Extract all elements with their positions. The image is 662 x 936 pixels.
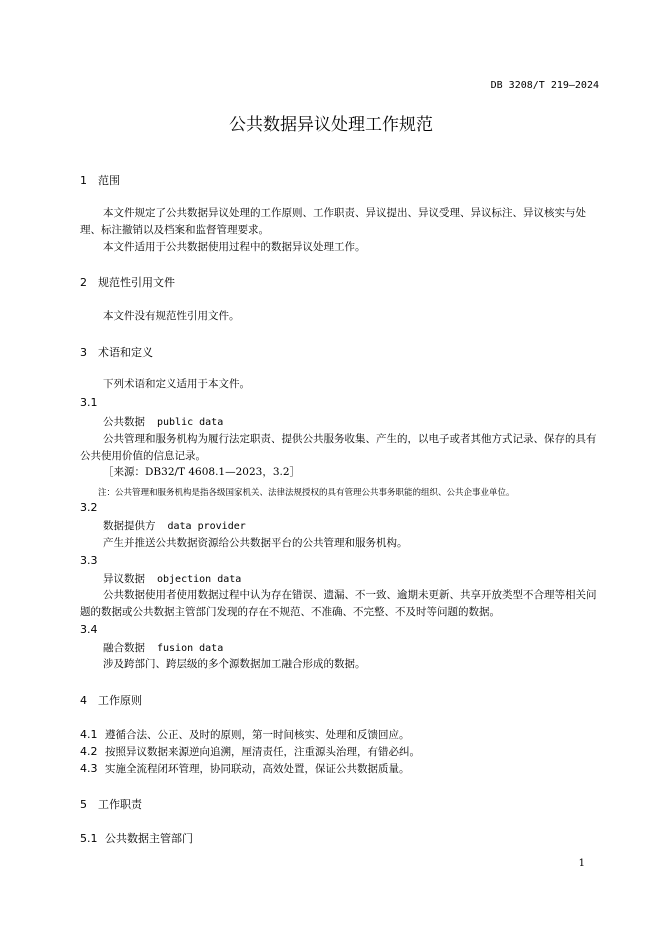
section-number: 5	[80, 798, 87, 811]
term-en: public data	[157, 417, 224, 428]
term-definition: 公共数据使用者使用数据过程中认为存在错误、遗漏、不一致、逾期未更新、共享开放类型不合理等相关问题的数据或公共数据主管部门发现的存在不规范、不准确、不完整、不及时等问题的数据。	[80, 589, 597, 618]
clause-item	[80, 761, 410, 776]
section-title: 规范性引用文件	[98, 276, 175, 289]
section-title: 工作原则	[98, 694, 142, 707]
clause-text: 实施全流程闭环管理，协同联动，高效处置，保证公共数据质量。	[105, 763, 410, 775]
clause-number: 4.1	[80, 728, 98, 741]
term-zh: 融合数据	[103, 642, 145, 654]
clause-text: 遵循合法、公正、及时的原则，第一时间核实、处理和反馈回应。	[105, 729, 410, 741]
section-3-intro: 下列术语和定义适用于本文件。	[103, 378, 250, 390]
term-en: data provider	[167, 521, 246, 532]
section-title: 范围	[98, 174, 120, 187]
term-name	[103, 640, 223, 655]
term-number: 3.1	[80, 396, 98, 409]
section-2-paragraph-1: 本文件没有规范性引用文件。	[103, 310, 240, 322]
section-2-heading	[80, 274, 175, 290]
section-title: 术语和定义	[98, 346, 153, 359]
term-en: objection data	[157, 574, 242, 585]
section-4-heading	[80, 692, 142, 708]
section-1-paragraph-2: 本文件适用于公共数据使用过程中的数据异议处理工作。	[103, 241, 366, 253]
subsection-title: 公共数据主管部门	[105, 832, 193, 845]
standard-number: DB 3208/T 219—2024	[490, 80, 599, 91]
clause-number: 4.3	[80, 762, 98, 775]
page-number: 1	[578, 858, 585, 869]
term-name	[103, 518, 246, 533]
section-5-heading	[80, 796, 142, 812]
document-title: 公共数据异议处理工作规范	[229, 115, 433, 135]
subsection-5-1-heading	[80, 830, 193, 846]
note-label: 注：	[98, 488, 116, 498]
section-3-heading	[80, 344, 153, 360]
term-note	[98, 486, 515, 498]
term-definition: 产生并推送公共数据资源给公共数据平台的公共管理和服务机构。	[103, 537, 408, 549]
term-en: fusion data	[157, 643, 224, 654]
term-number: 3.3	[80, 554, 98, 567]
subsection-number: 5.1	[80, 832, 98, 845]
term-zh: 异议数据	[103, 573, 145, 585]
term-zh: 数据提供方	[103, 520, 156, 532]
term-number: 3.2	[80, 501, 98, 514]
term-name	[103, 571, 241, 586]
section-number: 3	[80, 346, 87, 359]
clause-number: 4.2	[80, 745, 98, 758]
clause-item	[80, 727, 410, 742]
term-definition: 涉及跨部门、跨层级的多个源数据加工融合形成的数据。	[103, 658, 366, 670]
section-title: 工作职责	[98, 798, 142, 811]
section-number: 1	[80, 174, 87, 187]
clause-text: 按照异议数据来源逆向追溯，厘清责任，注重源头治理，有错必纠。	[105, 746, 420, 758]
section-number: 2	[80, 276, 87, 289]
term-name	[103, 414, 223, 429]
term-zh: 公共数据	[103, 416, 145, 428]
note-text: 公共管理和服务机构是指各级国家机关、法律法规授权的具有管理公共事务职能的组织、公共企事业单位。	[115, 488, 515, 498]
term-number: 3.4	[80, 623, 98, 636]
section-1-paragraph-1: 本文件规定了公共数据异议处理的工作原则、工作职责、异议提出、异议受理、异议标注、异议核实与处理、标注撤销以及档案和监督管理要求。	[80, 207, 586, 236]
clause-item	[80, 744, 420, 759]
section-1-heading	[80, 172, 120, 188]
term-source: ［来源：DB32/T 4608.1—2023，3.2］	[103, 466, 301, 478]
section-number: 4	[80, 694, 87, 707]
term-definition: 公共管理和服务机构为履行法定职责、提供公共服务收集、产生的，以电子或者其他方式记录、保存的具有公共使用价值的信息记录。	[80, 433, 597, 462]
